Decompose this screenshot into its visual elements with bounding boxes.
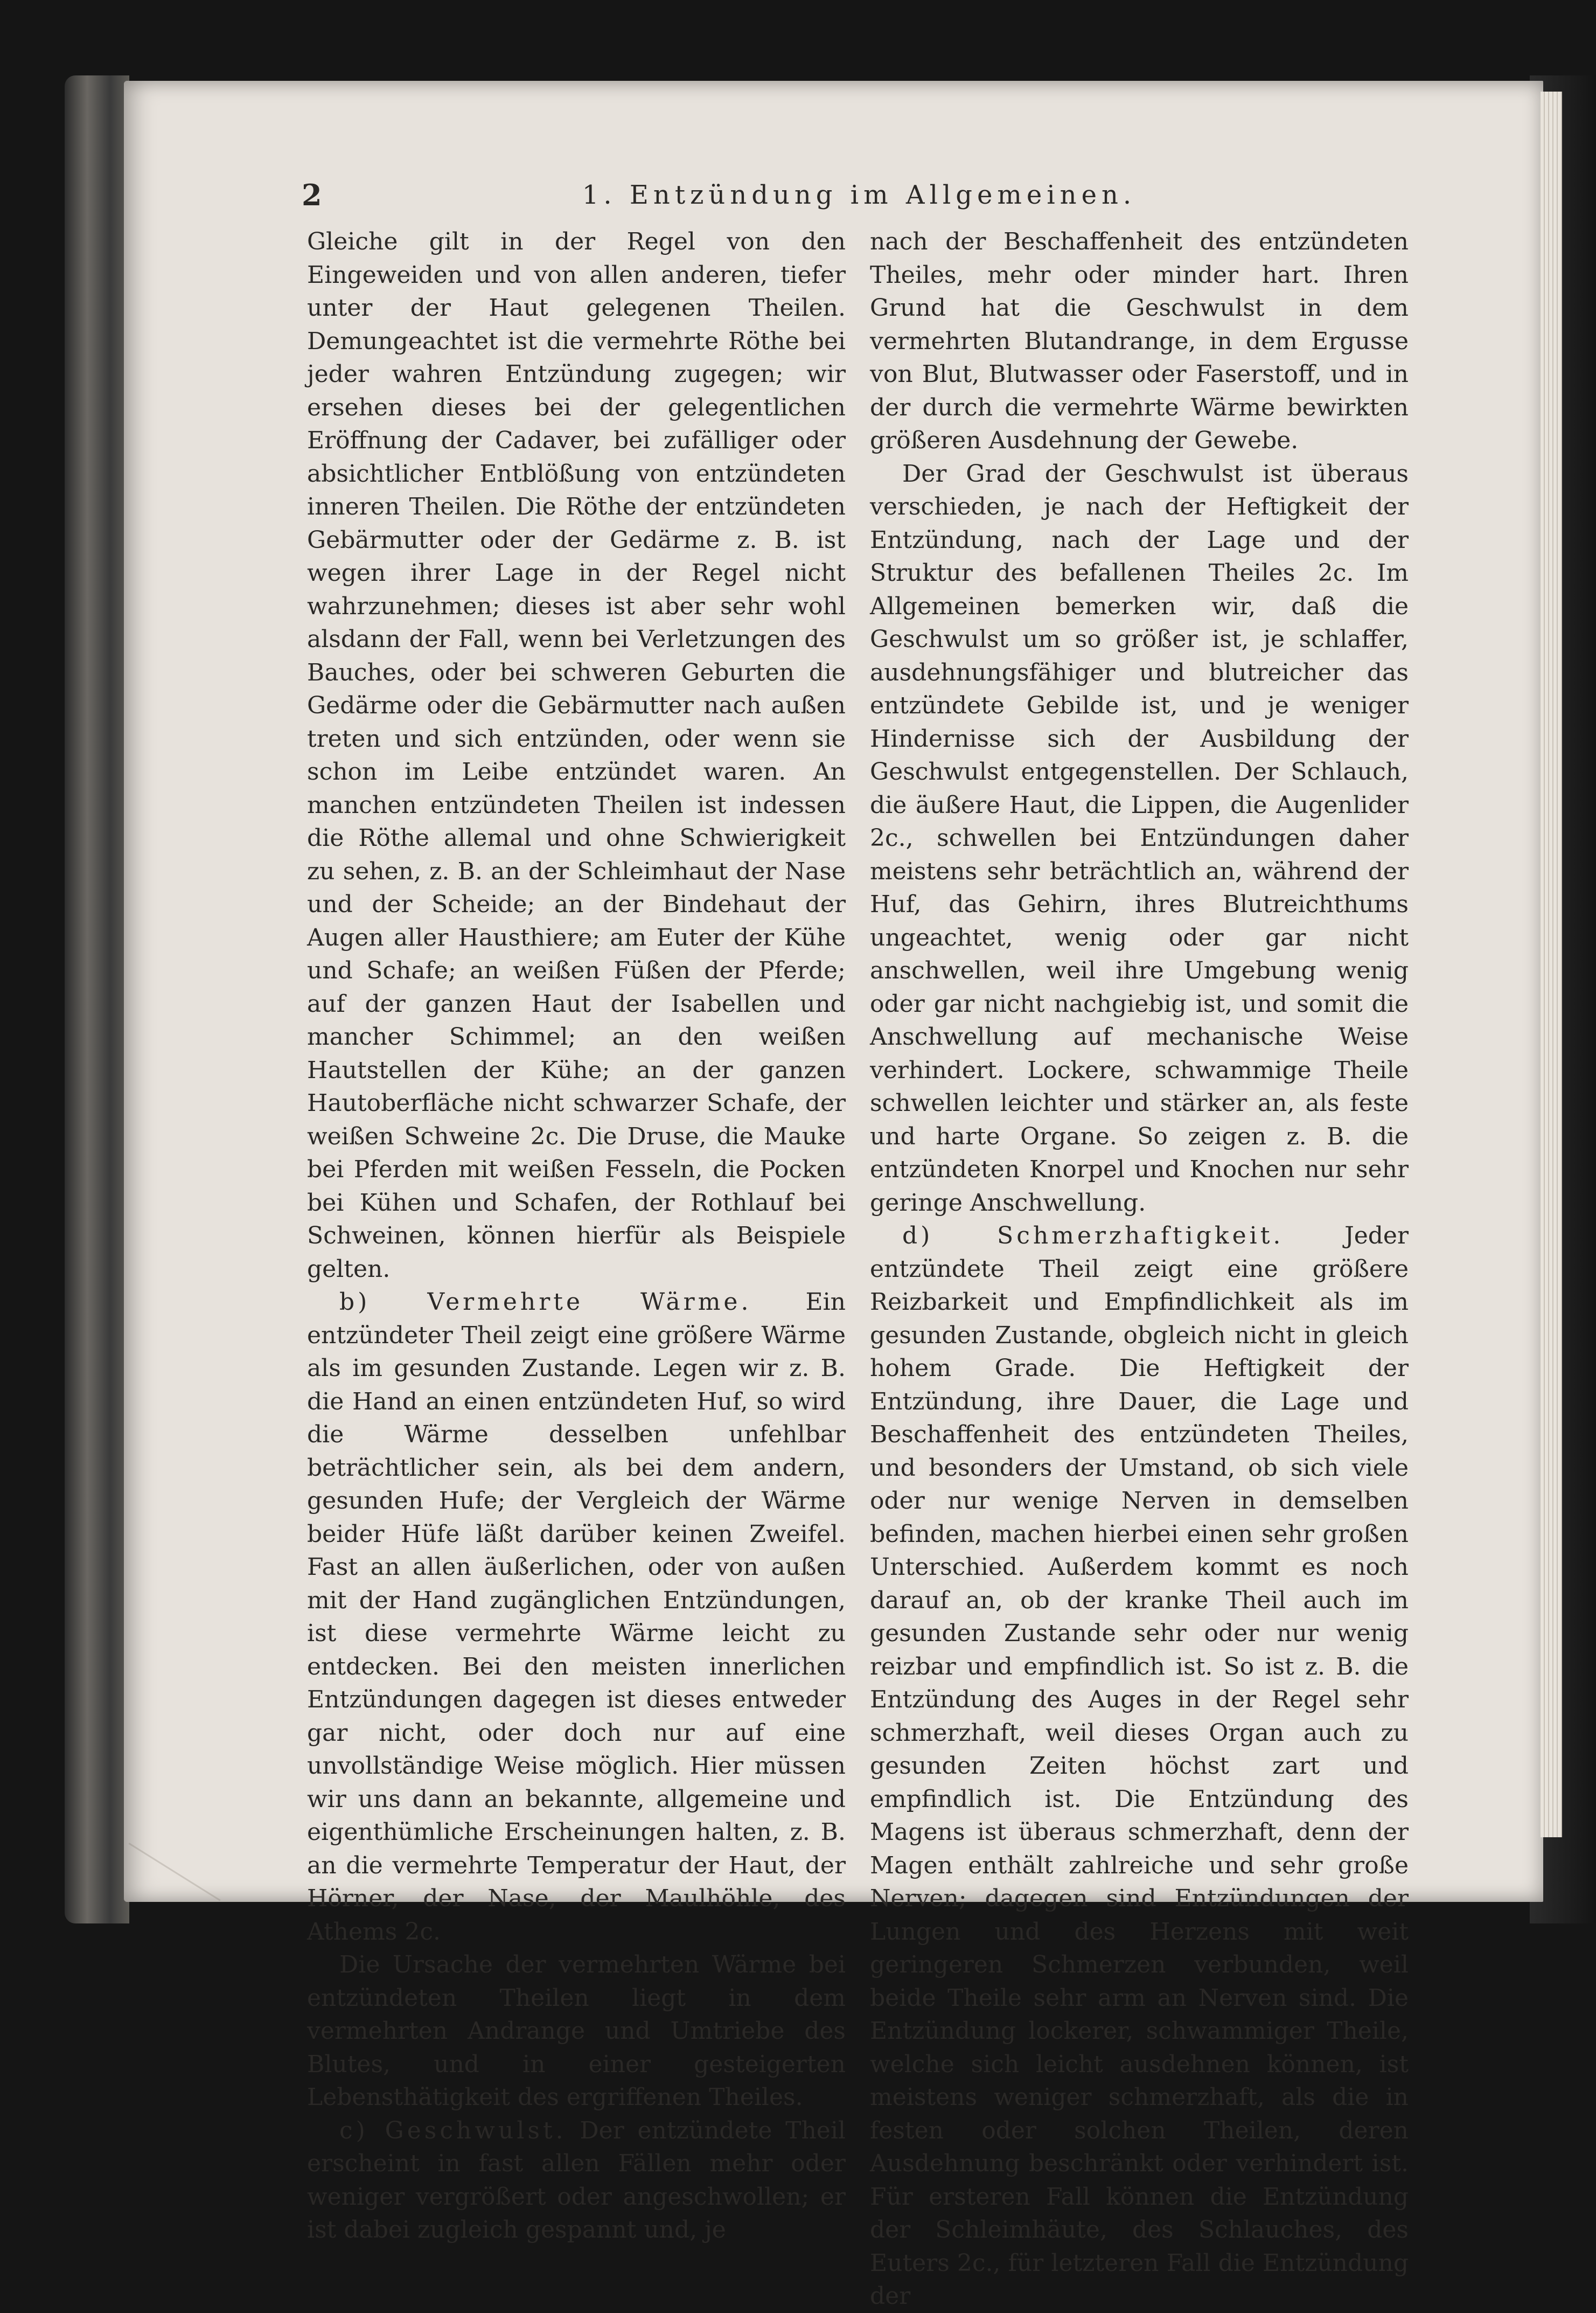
section-heading: b) Vermehrte Wärme. bbox=[339, 1288, 752, 1316]
section-heading: d) Schmerzhaftigkeit. bbox=[902, 1222, 1284, 1249]
paragraph-text: Ein entzündeter Theil zeigt eine größere Wärme als im gesunden Zustande. Legen wir z. B. die Hand an einen entzündeten Huf, so wird die Wärme desselben unfehlbar beträchtlicher sein, als bei dem andern, gesunden Hufe; der Vergleich der Wärme beider Hüfe läßt darüber keinen Zweifel. Fast an allen äußerlichen, oder von außen mit der Hand zugänglichen Entzündungen, ist diese vermehrte Wärme leicht zu entdecken. Bei den meisten innerlichen Entzündungen dagegen ist dieses entweder gar nicht, oder doch nur auf eine unvollständige Weise möglich. Hier müssen wir uns dann an bekannte, allgemeine und eigenthümliche Erscheinungen halten, z. B. an die vermehrte Temperatur der Haut, der Hörner, der Nase, der Maulhöhle, des Athems 2c. bbox=[307, 1288, 846, 1946]
paragraph-text: Jeder entzündete Theil zeigt eine größere Reizbarkeit und Empfindlichkeit als im gesunden Zustande, obgleich nicht in gleich hohem Grade. Die Heftigkeit der Entzündung, ihre Dauer, die Lage und Beschaffenheit des entzündeten Theiles, und besonders der Umstand, ob sich viele oder nur wenige Nerven in demselben befinden, machen hierbei einen sehr großen Unterschied. Außerdem kommt es noch darauf an, ob der kranke Theil auch im gesunden Zustande sehr oder nur wenig reizbar und empfindlich ist. So ist z. B. die Entzündung des Auges in der Regel sehr schmerzhaft, weil dieses Organ auch zu gesunden Zeiten höchst zart und empfindlich ist. Die Entzündung des Magens ist überaus schmerzhaft, denn der Magen enthält zahlreiche und sehr große Nerven; dagegen sind Entzündungen der Lungen und des Herzens mit weit geringeren Schmerzen verbunden, weil beide Theile sehr arm an Nerven sind. Die Entzündung lockerer, schwammiger Theile, welche sich leicht ausdehnen können, ist meistens weniger schmerzhaft, als die in festen oder solchen Theilen, deren Ausdehnung beschränkt oder verhindert ist. Für ersteren Fall können die Entzündung der Schleimhäute, des Schlauches, des Euters 2c., für letzteren Fall die Entzündung der bbox=[870, 1222, 1409, 2310]
running-header bbox=[302, 178, 1417, 221]
paragraph: Die Ursache der vermehrten Wärme bei entzündeten Theilen liegt in dem vermehrten Andrange und Umtriebe des Blutes, und in einer gesteigerten Lebensthätigkeit des ergriffenen Theiles. bbox=[307, 1951, 846, 2111]
section-heading: c) Geschwulst. bbox=[339, 2116, 567, 2144]
paragraph: Gleiche gilt in der Regel von den Eingeweiden und von allen anderen, tiefer unter der Haut gelegenen Theilen. Demungeachtet ist die vermehrte Röthe bei jeder wahren Entzündung zugegen; wir ersehen dieses bei der gelegentlichen Eröffnung der Cadaver, bei zufälliger oder absichtlicher Entblößung von entzündeten inneren Theilen. Die Röthe der entzündeten Gebärmutter oder der Gedärme z. B. ist wegen ihrer Lage in der Regel nicht wahrzunehmen; dieses ist aber sehr wohl alsdann der Fall, wenn bei Verletzungen des Bauches, oder bei schweren Geburten die Gedärme oder die Gebärmutter nach außen treten und sich entzünden, oder wenn sie schon im Leibe entzündet waren. An manchen entzündeten Theilen ist indessen die Röthe allemal und ohne Schwierigkeit zu sehen, z. B. an der Schleimhaut der Nase und der Scheide; an der Bindehaut der Augen aller Hausthiere; am Euter der Kühe und Schafe; an weißen Füßen der Pferde; auf der ganzen Haut der Isabellen und mancher Schimmel; an den weißen Hautstellen der Kühe; an der ganzen Hautoberfläche nicht schwarzer Schafe, der weißen Schweine 2c. Die Druse, die Mauke bei Pferden mit weißen Fesseln, die Pocken bei Kühen und Schafen, der Rothlauf bei Schweinen, können hierfür als Beispiele gelten. bbox=[307, 228, 846, 1283]
paragraph bbox=[307, 2114, 846, 2247]
paragraph-text: Der entzündete Theil erscheint in fast allen Fällen mehr oder weniger vergrößert oder angeschwollen; er ist dabei zugleich gespannt und, je bbox=[307, 2116, 846, 2243]
paragraph: Der Grad der Geschwulst ist überaus verschieden, je nach der Heftigkeit der Entzündung, nach der Lage und der Struktur des befallenen Theiles 2c. Im Allgemeinen bemerken wir, daß die Geschwulst um so größer ist, je schlaffer, ausdehnungsfähiger und blutreicher das entzündete Gebilde ist, und je weniger Hindernisse sich der Ausbildung der Geschwulst entgegenstellen. Der Schlauch, die äußere Haut, die Lippen, die Augenlider 2c., schwellen bei Entzündungen daher meistens sehr beträchtlich an, während der Huf, das Gehirn, ihres Blutreichthums ungeachtet, wenig oder gar nicht anschwellen, weil ihre Umgebung wenig oder gar nicht nachgiebig ist, und somit die Anschwellung auf mechanische Weise verhindert. Lockere, schwammige Theile schwellen leichter und stärker an, als feste und harte Organe. So zeigen z. B. die entzündeten Knorpel und Knochen nur sehr geringe Anschwellung. bbox=[870, 460, 1409, 1217]
paragraph bbox=[307, 1286, 846, 1948]
right-column bbox=[870, 225, 1409, 2313]
paragraph: nach der Beschaffenheit des entzündeten Theiles, mehr oder minder hart. Ihren Grund hat die Geschwulst in dem vermehrten Blutandrange, in dem Ergusse von Blut, Blutwasser oder Faserstoff, und in der durch die vermehrte Wärme bewirkten größeren Ausdehnung der Gewebe. bbox=[870, 228, 1409, 454]
left-column bbox=[307, 225, 846, 2247]
running-title: 1. Entzündung im Allgemeinen. bbox=[582, 180, 1137, 210]
book-binding-left bbox=[65, 75, 129, 1923]
page-edges bbox=[1541, 92, 1562, 1837]
paragraph bbox=[870, 1219, 1409, 2313]
page-number: 2 bbox=[302, 178, 322, 212]
